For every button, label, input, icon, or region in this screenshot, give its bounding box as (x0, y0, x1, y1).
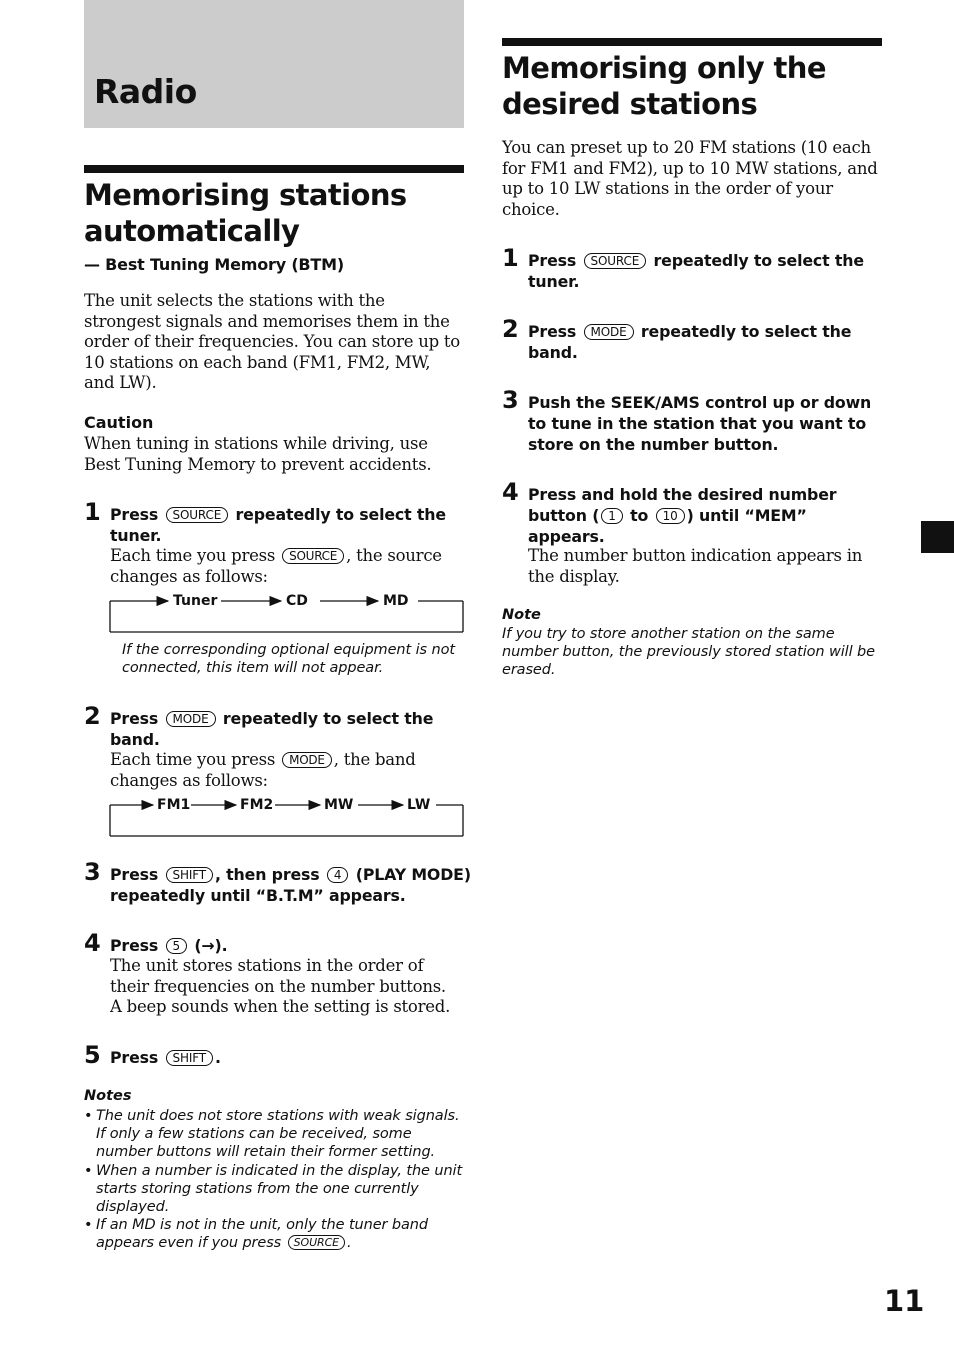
mode-button-key: MODE (584, 324, 634, 340)
right-step1-heading (528, 250, 888, 292)
shift-button-key: SHIFT (166, 867, 213, 883)
left-heading-line2: automatically (84, 214, 300, 248)
left-step2-number: 2 (84, 702, 101, 730)
number-4-button-key: 4 (327, 867, 349, 883)
right-step2-heading (528, 321, 888, 363)
source-button-key: SOURCE (166, 507, 229, 523)
notes-title: Notes (84, 1088, 132, 1104)
left-step4-number: 4 (84, 929, 101, 957)
flow-mw: MW (324, 797, 354, 813)
left-step3-number: 3 (84, 858, 101, 886)
left-heading-rule (84, 165, 464, 173)
source-button-key: SOURCE (584, 253, 647, 269)
note3-end: . (347, 1235, 352, 1252)
left-step3-mid: , then press (214, 865, 320, 884)
left-step1-detail-b: , the source changes as follows: (110, 546, 442, 586)
left-step1-number: 1 (84, 498, 101, 526)
right-step2-press: Press (528, 322, 577, 341)
left-step3-heading (110, 864, 475, 906)
right-step4-number: 4 (502, 478, 519, 506)
number-1-button-key: 1 (601, 508, 623, 524)
right-step2-number: 2 (502, 315, 519, 343)
left-step1-action: repeatedly to select the tuner. (110, 505, 446, 545)
left-heading-line1: Memorising stations (84, 178, 407, 212)
left-step2-detail-a: Each time you press (110, 750, 276, 769)
flow-tuner: Tuner (173, 593, 218, 609)
note-item: • The unit does not store stations with weak signals. If only a few stations can be received, some number buttons will retain their former setting. (84, 1107, 466, 1162)
right-step3-number: 3 (502, 386, 519, 414)
right-heading-rule (502, 38, 882, 46)
right-step3-heading: Push the SEEK/AMS control up or down to tune in the station that you want to store on the number button. (528, 393, 872, 454)
flow-lw: LW (407, 797, 431, 813)
right-note-title: Note (502, 607, 541, 623)
left-step5-press: Press (110, 1048, 159, 1067)
caution-title: Caution (84, 413, 154, 432)
caution-text: When tuning in stations while driving, use Best Tuning Memory to prevent accidents. (84, 434, 432, 474)
mode-button-key: MODE (282, 752, 332, 768)
left-step5-end: . (214, 1048, 221, 1067)
right-step4-text-b: ) until “MEM” appears. (528, 506, 807, 546)
source-button-key: SOURCE (282, 548, 344, 564)
shift-button-key: SHIFT (166, 1050, 213, 1066)
left-step2-heading (110, 708, 470, 750)
right-heading (502, 50, 882, 122)
left-step2-press: Press (110, 709, 159, 728)
section-title: Radio (94, 72, 197, 111)
left-step1-detail-a: Each time you press (110, 546, 276, 565)
right-heading-line2: desired stations (502, 87, 758, 121)
left-step4-detail2: A beep sounds when the setting is stored. (110, 997, 451, 1016)
source-button-key: SOURCE (288, 1235, 345, 1250)
mode-button-key: MODE (166, 711, 216, 727)
note3-text: If an MD is not in the unit, only the tuner band appears even if you press (96, 1217, 428, 1252)
left-step4-heading (110, 935, 470, 956)
note-item (84, 1216, 466, 1252)
number-5-button-key: 5 (166, 938, 188, 954)
left-step5-heading (110, 1047, 470, 1068)
page-number: 11 (884, 1284, 925, 1318)
number-10-button-key: 10 (656, 508, 685, 524)
flow-fm1: FM1 (157, 797, 191, 813)
right-step1-action: repeatedly to select the tuner. (528, 251, 864, 291)
right-step4-heading (528, 484, 868, 547)
flow-cd: CD (286, 593, 308, 609)
left-step1-detail (110, 546, 464, 587)
note-item: • When a number is indicated in the display, the unit starts storing stations from the one currently displayed. (84, 1162, 466, 1217)
left-step1-press: Press (110, 505, 159, 524)
notes-list (84, 1107, 466, 1253)
right-step4-to: to (630, 506, 649, 525)
right-heading-line1: Memorising only the (502, 51, 826, 85)
left-step3-press: Press (110, 865, 159, 884)
left-step2-detail-b: , the band changes as follows: (110, 750, 416, 790)
left-step1-note: If the corresponding optional equipment is not connected, this item will not appear. (122, 642, 455, 677)
section-tab-marker (921, 521, 954, 553)
right-step4-detail: The number button indication appears in the display. (528, 546, 863, 586)
left-step5-number: 5 (84, 1041, 101, 1069)
left-step4-detail1: The unit stores stations in the order of their frequencies on the number buttons. (110, 956, 446, 996)
left-heading (84, 177, 464, 249)
left-subtitle: — Best Tuning Memory (BTM) (84, 255, 344, 274)
left-step2-detail (110, 750, 464, 791)
right-step2-action: repeatedly to select the band. (528, 322, 852, 362)
flow-md: MD (383, 593, 409, 609)
right-step1-number: 1 (502, 244, 519, 272)
left-step4-press: Press (110, 936, 159, 955)
left-step2-action: repeatedly to select the band. (110, 709, 434, 749)
left-step1-heading (110, 504, 470, 546)
right-intro: You can preset up to 20 FM stations (10 each for FM1 and FM2), up to 10 MW stations, and up to 10 LW stations in the order of your choice. (502, 138, 878, 219)
left-step4-arrow: (→). (194, 936, 228, 955)
left-step3-action: (PLAY MODE) repeatedly until “B.T.M” appears. (110, 865, 471, 905)
left-intro: The unit selects the stations with the strongest signals and memorises them in the order of their frequencies. You can store up to 10 stations on each band (FM1, FM2, MW, and LW). (84, 291, 460, 393)
flow-fm2: FM2 (240, 797, 274, 813)
right-step1-press: Press (528, 251, 577, 270)
right-step4-text-a: Press and hold the desired number button ( (528, 485, 837, 525)
right-note-text: If you try to store another station on the same number button, the previously stored station will be erased. (502, 626, 875, 679)
